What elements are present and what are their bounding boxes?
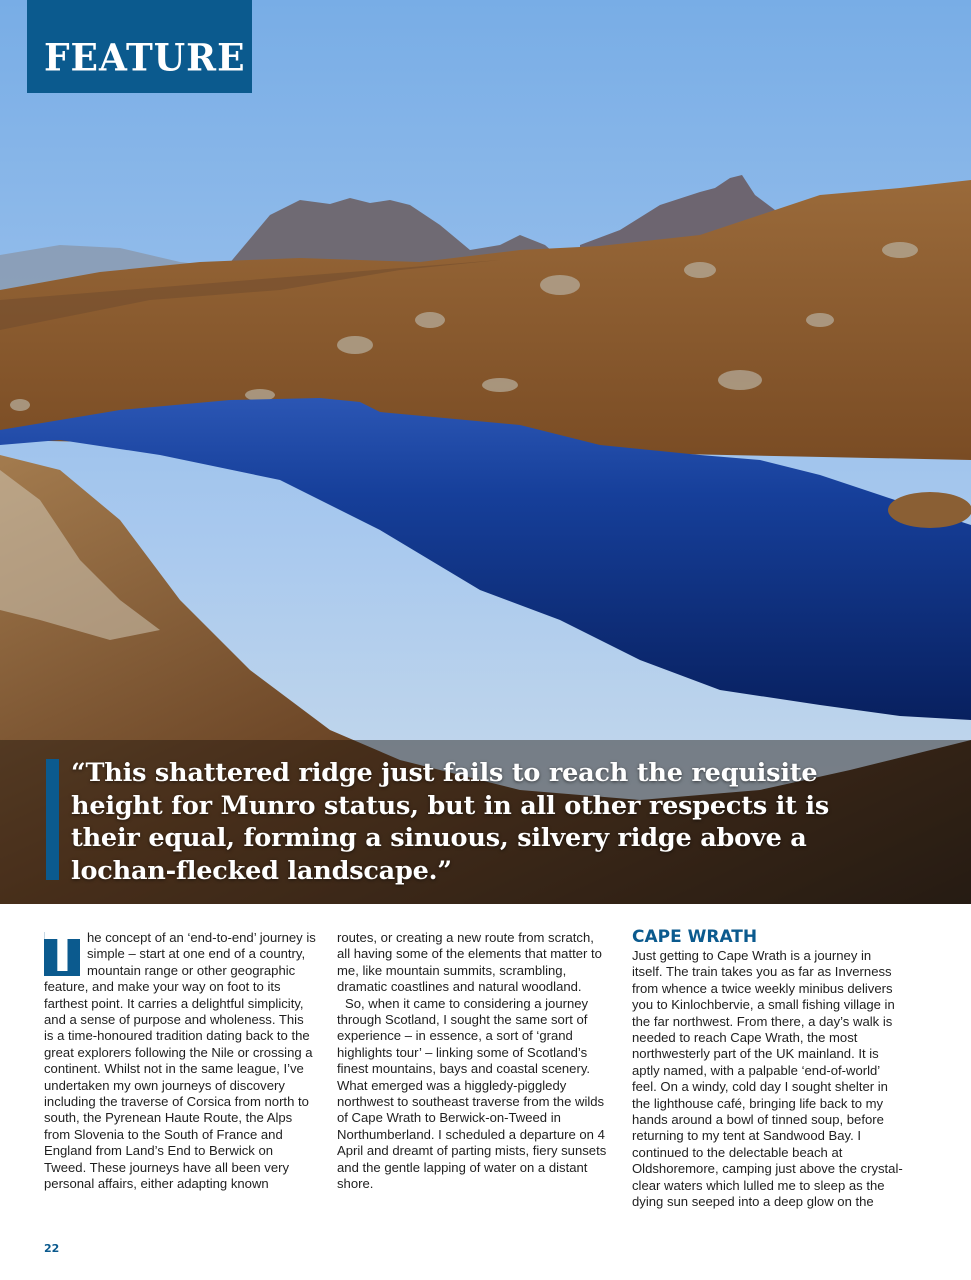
- section-tag: [27, 0, 252, 93]
- section-heading: CAPE WRATH: [632, 927, 758, 947]
- body-paragraph: So, when it came to considering a journey through Scotland, I sought the same sort of experience – in essence, a sort of ‘grand highlights tour’ – linking some of Scotland’s finest mountains, bays and coastal scenery. What emerged was a higgledy-piggledy northwest to southeast traverse from the wilds of Cape Wrath to Berwick-on-Tweed in Northumberland. I scheduled a departure on 4 April and dreamt of parting mists, fiery sunsets and the gentle lapping of water on a distant shore.: [337, 995, 607, 1192]
- article-column-3: [632, 927, 904, 1211]
- article-column-2: [337, 930, 609, 1193]
- pull-quote-bar: [46, 759, 59, 880]
- page-number: 22: [44, 1242, 60, 1255]
- pull-quote: [46, 757, 906, 887]
- article-column-1: [44, 921, 316, 1193]
- body-paragraph: routes, or creating a new route from scratch, all having some of the elements that matter to me, like mountain summits, scrambling, dramatic coastlines and natural woodland.: [337, 930, 602, 995]
- section-tag-label: FEATURE: [44, 35, 246, 81]
- drop-cap-letter: T: [44, 921, 81, 984]
- drop-cap: [44, 921, 81, 984]
- body-paragraph: Just getting to Cape Wrath is a journey in itself. The train takes you as far as Inverness from whence a twice weekly minibus delivers you to Kinlochbervie, a small fishing village in the far northwest. From there, a day’s walk is needed to reach Cape Wrath, the most northwesterly part of the UK mainland. It is aptly named, with a palpable ‘end-of-world’ feel. On a windy, cold day I sought shelter in the lighthouse café, bringing life back to my hands around a bowl of tinned soup, before returning to my tent at Sandwood Bay. I continued to the delectable beach at Oldshoremore, camping just above the crystal-clear waters which lulled me to sleep as the dying sun seeped into a deep glow on the: [632, 948, 903, 1210]
- body-paragraph: he concept of an ‘end-to-end’ journey is simple – start at one end of a country, mountain range or other geographic feature, and make your way on foot to its farthest point. It carries a delightful simplicity, and a sense of purpose and wholeness. This is a time-honoured tradition dating back to the great explorers following the Nile or crossing a continent. Whilst not in the same league, I’ve undertaken my own journeys of discovery including the traverse of Corsica from north to south, the Pyrenean Haute Route, the Alps from Slovenia to the South of France and England from Land’s End to Berwick on Tweed. These journeys have all been very personal affairs, either adapting known: [44, 930, 316, 1192]
- pull-quote-text: “This shattered ridge just fails to reach the requisite height for Munro status, but in all other respects it is their equal, forming a sinuous, silvery ridge above a lochan-flecked landscape.”: [71, 758, 830, 886]
